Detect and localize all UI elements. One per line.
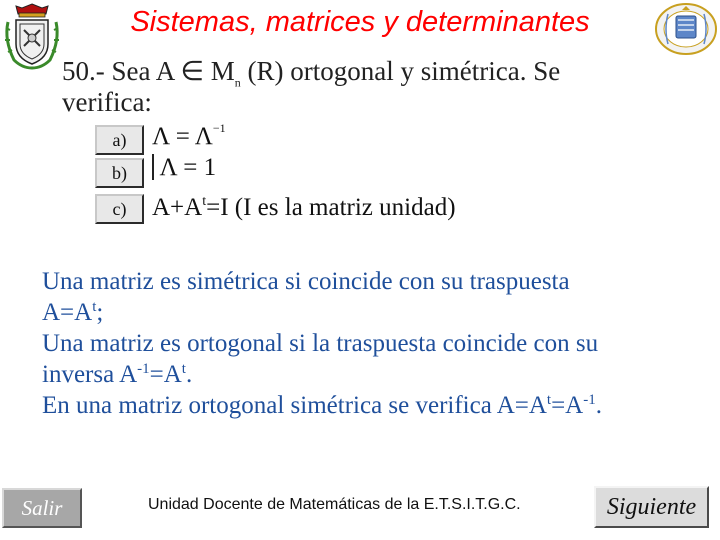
- explanation-line-2-sup: t: [92, 299, 97, 315]
- explanation-line-4-text: inversa A: [42, 361, 138, 388]
- option-c-formula-end: =I (I es la matriz unidad): [206, 194, 456, 221]
- explanation-line-4-mid: =A: [149, 361, 182, 388]
- slide-title: Sistemas, matrices y determinantes: [130, 6, 590, 38]
- option-c-button[interactable]: c): [95, 194, 144, 224]
- explanation-line-5-end: .: [595, 392, 602, 419]
- explanation-line-1: Una matriz es simétrica si coincide con su traspuesta: [42, 268, 570, 295]
- option-c-superscript: t: [202, 194, 207, 209]
- option-b-formula: Λ = 1: [159, 154, 217, 181]
- next-button[interactable]: Siguiente: [594, 486, 709, 528]
- question-text-end: (R) ortogonal y simétrica. Se: [240, 56, 561, 86]
- explanation-line-5: [42, 390, 702, 421]
- explanation-line-5-mid: =A: [551, 392, 584, 419]
- determinant-bar-icon: [152, 154, 154, 180]
- option-a-text: [152, 121, 226, 151]
- question-text-start: 50.- Sea A ∈ M: [62, 56, 235, 86]
- explanation-line-5-sup-2: -1: [583, 392, 596, 408]
- question-line-2: verifica:: [62, 87, 152, 117]
- explanation-line-5-text: En una matriz ortogonal simétrica se verifica A=A: [42, 392, 547, 419]
- question-line-1: [62, 56, 560, 90]
- option-c-text: [152, 194, 456, 222]
- explanation-block: [42, 266, 702, 421]
- option-b-text: [152, 154, 216, 182]
- explanation-line-4: [42, 359, 702, 390]
- explanation-line-3: Una matriz es ortogonal si la traspuesta coincide con su: [42, 330, 599, 357]
- option-a-formula: Λ = Λ: [152, 123, 213, 150]
- explanation-line-5-sup-1: t: [546, 392, 552, 408]
- explanation-line-4-end: .: [185, 361, 193, 388]
- explanation-line-2-text: A=A: [42, 299, 93, 326]
- university-seal-logo: [654, 2, 718, 56]
- explanation-line-2-end: ;: [96, 299, 104, 326]
- option-a-superscript: −1: [212, 121, 226, 135]
- explanation-line-2: [42, 297, 702, 328]
- option-b-button[interactable]: b): [95, 158, 144, 188]
- footer-credit: Unidad Docente de Matemáticas de la E.T.S.I.T.G.C.: [148, 496, 521, 513]
- option-c-formula: A+A: [152, 194, 203, 221]
- explanation-line-4-sup-2: t: [181, 361, 186, 377]
- exit-button[interactable]: Salir: [2, 488, 82, 528]
- question-subscript: n: [234, 75, 241, 90]
- option-a-button[interactable]: a): [95, 125, 144, 155]
- explanation-line-4-sup-1: -1: [137, 361, 150, 377]
